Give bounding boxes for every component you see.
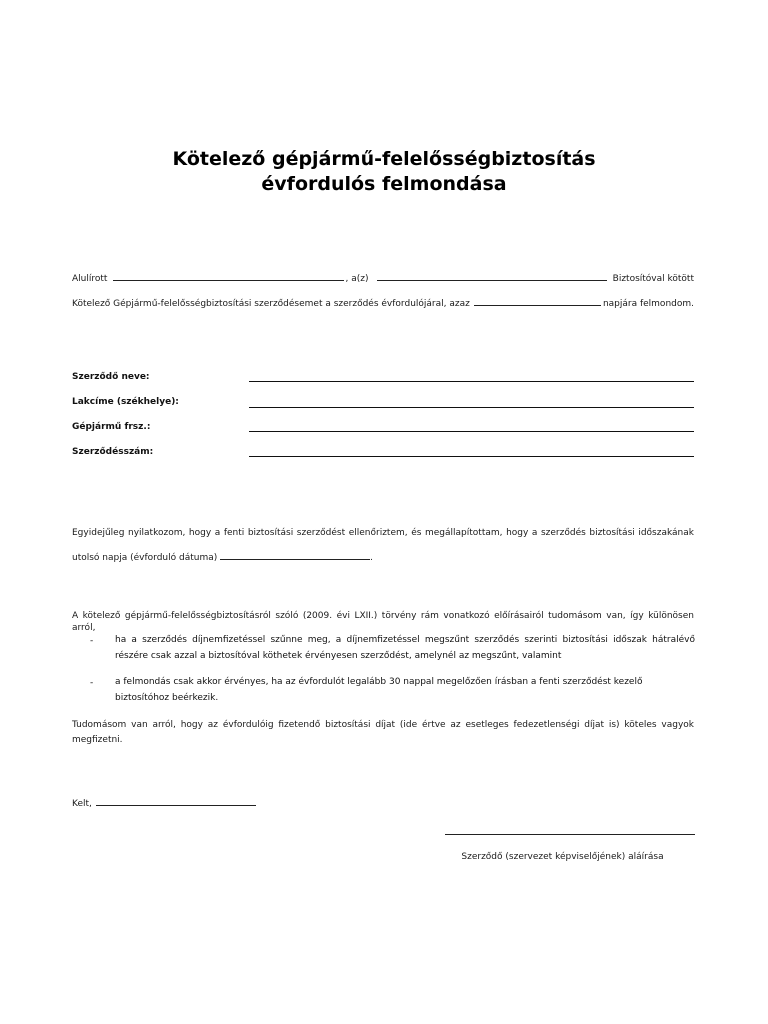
plate-number-line[interactable]	[249, 431, 694, 432]
declaration-text: Egyidejűleg nyilatkozom, hogy a fenti biztosítási szerződést ellenőriztem, és megállapítottam, hogy a szerződés biztosítási időszakának utolsó napja (évforduló dátuma)	[72, 528, 694, 563]
plate-number-label: Gépjármű frsz.:	[72, 422, 151, 432]
document-title-line-2: évfordulós felmondása	[261, 173, 507, 195]
contractor-name-line[interactable]	[249, 381, 694, 382]
intro-insurer-suffix: Biztosítóval kötött	[612, 274, 694, 284]
intro-line-2	[72, 296, 694, 310]
name-blank-line[interactable]	[113, 271, 343, 281]
anniversary-date-line[interactable]	[220, 550, 370, 560]
document-title-line-1: Kötelező gépjármű-felelősségbiztosítás	[172, 148, 596, 170]
bullet-item-1: ha a szerződés díjnemfizetéssel szűnne meg, a díjnemfizetéssel megszűnt szerződés szerinti biztosítási időszak hátralévő részére csak azzal a biztosítóval köthetek érvényesen szerződést, amelynél az megszűnt, valamint	[115, 635, 695, 661]
signature-caption: Szerződő (szervezet képviselőjének) aláírása	[461, 852, 664, 862]
anniversary-date-blank-line[interactable]	[474, 296, 601, 306]
bullet-marker-1: -	[90, 636, 94, 646]
insurer-blank-line[interactable]	[377, 271, 607, 281]
law-closing: Tudomásom van arról, hogy az évfordulóig fizetendő biztosítási díjat (ide értve az esetleges fedezetlenségi díjat is) köteles vagyok megfizetni.	[72, 720, 694, 745]
kelt-label: Kelt,	[72, 799, 92, 809]
bullet-item-2: a felmondás csak akkor érvényes, ha az évfordulót legalább 30 nappal megelőzően írásban a fenti szerződést kezelő biztosítóhoz beérkezik.	[115, 677, 643, 703]
signature-line[interactable]	[445, 834, 695, 835]
law-intro: A kötelező gépjármű-felelősségbiztosításról szóló (2009. évi LXII.) törvény rám vonatkozó előírásairól tudomásom van, így különösen arról,	[72, 611, 694, 633]
address-label: Lakcíme (székhelye):	[72, 397, 179, 407]
contract-number-label: Szerződésszám:	[72, 447, 154, 457]
contractor-name-label: Szerződő neve:	[72, 372, 150, 382]
kelt-line	[72, 796, 256, 810]
kelt-blank-line[interactable]	[96, 796, 256, 806]
declaration-paragraph	[72, 521, 694, 571]
intro-cancel-text: napjára felmondom.	[602, 299, 694, 309]
intro-contract-text: Kötelező Gépjármű-felelősségbiztosítási szerződésemet a szerződés évfordulójáral, azaz	[72, 299, 470, 309]
declaration-period: .	[370, 553, 373, 563]
address-line[interactable]	[249, 407, 694, 408]
intro-undersigned-label: Alulírott	[72, 274, 108, 284]
intro-insurer-label: , a(z)	[345, 274, 369, 284]
contract-number-line[interactable]	[249, 456, 694, 457]
intro-line-1	[72, 271, 694, 285]
bullet-marker-2: -	[90, 678, 94, 688]
